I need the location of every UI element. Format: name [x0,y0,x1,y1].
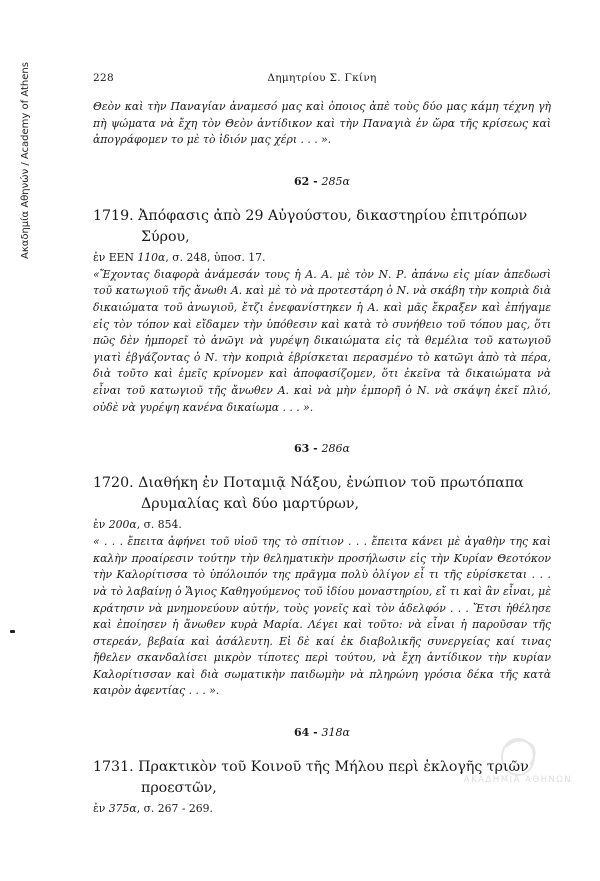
source-prefix: ἐν [93,802,109,816]
section-number: 62 [294,174,310,188]
entry-title: 1731. Πρακτικὸν τοῦ Κοινοῦ τῆς Μήλου περὶ ἐκλογῆς τριῶν προεστῶν, [93,759,529,797]
source-rest: , σ. 248, ὑποσ. 17. [165,250,266,264]
source-prefix: ἐν ΕΕΝ [93,250,138,264]
intro-quote: Θεὸν καὶ τὴν Παναγίαν ἀναμεσό μας καὶ ὁποιος ἀπὲ τοὺς δύο μας κάμη τέχνη γὴ πὴ ψώματα νὰ ἔχη τὸν Θεὸν ἀντίδικον καὶ τὴν Παναγιὰ ἐν ὥρα τῆς κρίσεως καὶ ἀπογράφομεν το μὲ τὸ ἰδιόν μας χέρι . . . ». [93,100,551,147]
source-rest: , σ. 267 - 269. [136,802,213,816]
entry-quote: «Ἔχοντας διαφορὰ ἀνάμεσάν τους ἡ Α. Α. μὲ τὸν Ν. Ρ. ἀπάνω εἰς μίαν ἀπεδωσὶ τοῦ κατωγιοῦ τῆς ἄνωθι Α. καὶ μὲ τὸ νὰ προτεστάρη ὁ Ν. νὰ σκάβη τὴν κοπριὰ διὰ δικαιώματα τοῦ ἀνωγιοῦ, ἔτζι ἐνεφανίστηκεν ἡ Α. καὶ μᾶς ἔκραξεν καὶ ἐπήγαμε εἰς τὸν τόπον καὶ εἴδαμεν τὴν ὑπόθεσιν καὶ κατὰ τὸ συνήθειο τοῦ τόπου μας, ὅτι πῶς δὲν ἠμπορεῖ τὸ ἀνῶγι νὰ γυρέψη δικαιώματα εἰς τὰ θεμέλια τοῦ κατωγιοῦ γιατὶ ἐβγάζοντας ὁ Ν. τὴν κοπριὰ ἐβρίσκεται περασμένο τὸ κατῶγι ἀπὸ τὰ πέρα, διὰ τοῦτο καὶ ἐμεῖς κρίνομεν καὶ ἀποφασίζομεν, ὅτι ἐκεῖνα τὰ δικαιώματα νὰ εἶναι τοῦ κατωγιοῦ τῆς ἄνωθεν Α. καὶ νὰ μὴν ἐμπορῆ ὁ Ν. νὰ σκάψη ἐκεῖ πλιό, οὐδὲ νὰ γυρέψη κανένα δικαίωμα . . . ». [93,267,551,414]
entry-title: 1720. Διαθήκη ἐν Ποταμιᾷ Νάξου, ἐνώπιον τοῦ πρωτόπαπα Δρυμαλίας καὶ δύο μαρτύρων, [93,475,524,513]
entry-source [93,517,551,533]
section-heading: 63 - 286α [294,442,350,456]
source-prefix: ἐν [93,518,109,532]
entry-quote: « . . . ἔπειτα ἀφήνει τοῦ υἱοῦ της τὸ σπίτιον . . . ἔπειτα κάνει μὲ ἀγαθὴν της καὶ καλὴν προαίρεσιν τούτην τὴν θεληματικὴν προσήλωσιν εἰς τὴν Κυρίαν Θεοτόκον τὴν Καλορίτισσα τὸ ὑπόλοιπόν της πρᾶγμα πολὺ ὀλίγον εἶ τι τῆς εὑρίσκεται . . . νὰ τὸ λαβαίνῃ ὁ Ἅγιος Καθηγούμενος τοῦ ἰδίου μοναστηρίου, εἴ τι καὶ ἂν εἶναι, μὲ κράτησιν νὰ μνημονεύουν αὐτήν, τοὺς γονεῖς καὶ τὸν ἀδελφόν . . . Ἔτσι ἠθέλησε καὶ ἐποίησεν ἡ ἄνωθεν κυρὰ Μαρία. Λέγει καὶ τοῦτο: νὰ εἶναι ἡ παροῦσαν τῆς στερεάν, βεβαία καὶ ἀσάλευτη. Εἰ δὲ καί ἐκ διαβολικῆς συνεργείας καί τινας ἤθελεν σκανδαλίσει μικρὸν τίποτες περὶ τούτου, νὰ ἔχη ἀντίδικον τὴν κυρίαν Καλορίτισσαν καὶ διὰ σωματικὴν παιδωμὴν νὰ πληρώνη γρόσια δέκα τῆς κατὰ καιρὸν ἀφεντίας . . . ». [93,535,551,698]
source-rest: , σ. 854. [136,518,182,532]
entry-source [93,250,551,266]
side-label-text: Ακαδημία Αθηνών / Academy of Athens [19,61,31,259]
section-ref: 318α [321,726,350,740]
page-number: 228 [93,72,114,84]
running-title: Δημητρίου Σ. Γκίνη [267,72,377,84]
watermark-text: ΑΚΑΔΗΜΙΑ ΑΘΗΝΩΝ [463,775,573,785]
section-number: 64 [294,726,310,740]
section-heading: 64 - 318α [294,726,350,740]
side-label [18,40,32,280]
entry-source [93,801,551,817]
source-volume: 110α [137,250,166,264]
source-volume: 375α [108,802,137,816]
section-number: 63 [294,442,310,456]
section-ref: 285α [321,174,350,188]
margin-mark [10,630,15,633]
section-ref: 286α [321,442,350,456]
running-head [93,72,551,88]
entry-title: 1719. Ἀπόφασις ἀπὸ 29 Αὐγούστου, δικαστηρίου ἐπιτρόπων Σύρου, [93,207,528,245]
document-page [93,72,551,817]
section-heading: 62 - 285α [294,174,350,188]
source-volume: 200α [108,518,137,532]
